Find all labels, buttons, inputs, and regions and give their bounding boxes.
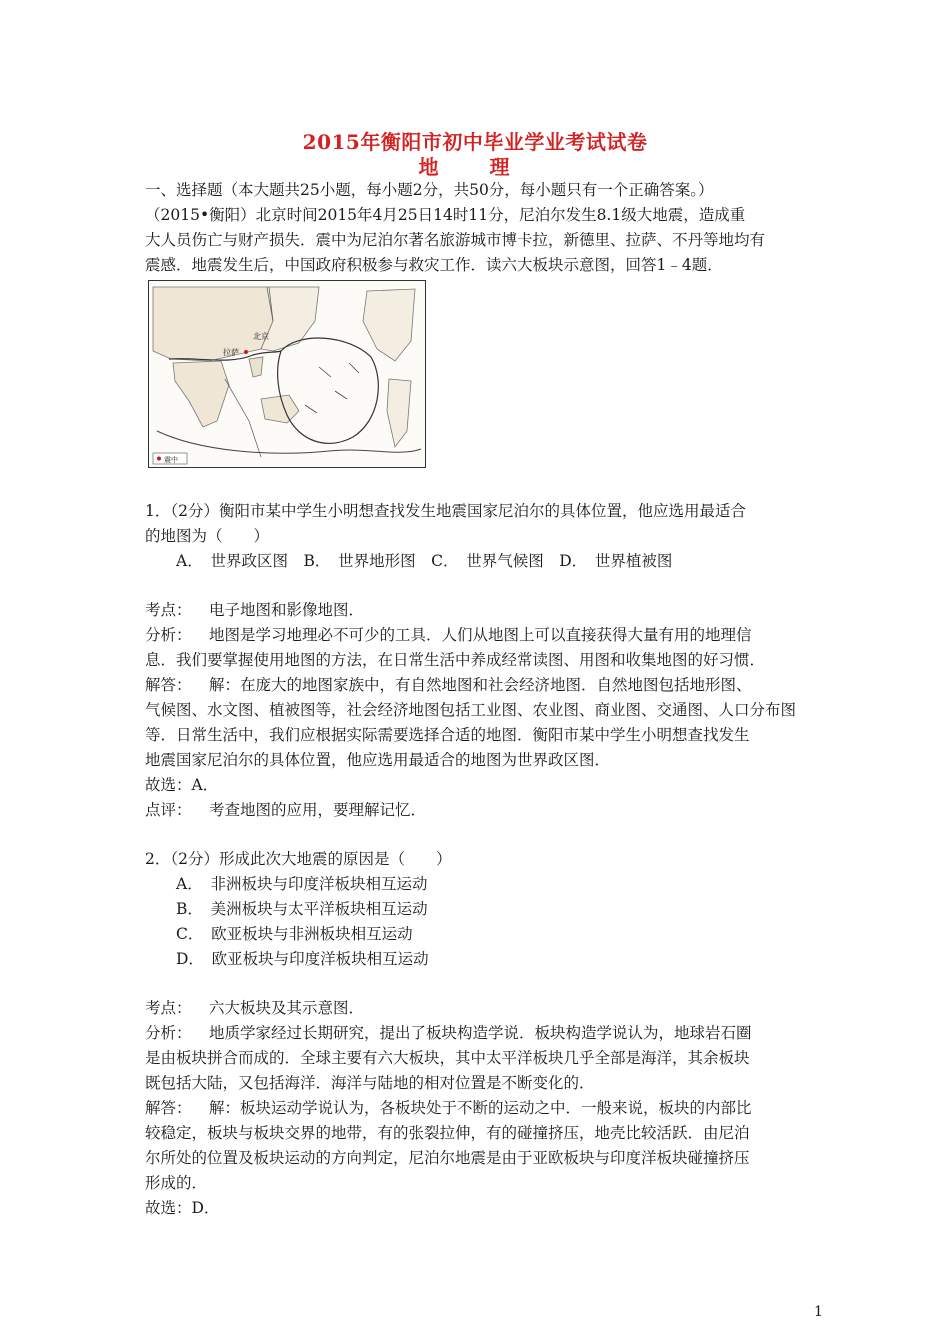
subject-title: 地 理: [418, 155, 532, 179]
dianping-text: 考查地图的应用，要理解记忆．: [209, 801, 427, 819]
question-2-option: D． 欧亚板块与印度洋板块相互运动: [176, 950, 429, 968]
q2-fenxi-line: 是由板块拼合而成的．全球主要有六大板块，其中太平洋板块几乎全部是海洋，其余板块: [145, 1049, 750, 1067]
q1-fenxi-line: 息．我们要掌握使用地图的方法，在日常生活中养成经常读图、用图和收集地图的好习惯．: [145, 651, 766, 669]
africa-landmass: [173, 361, 229, 427]
question-2-option: B． 美洲板块与太平洋板块相互运动: [176, 900, 428, 918]
australia-landmass: [261, 395, 299, 423]
q2-answer: 故选：D．: [145, 1199, 220, 1217]
page-title: 2015年衡阳市初中毕业学业考试试卷: [302, 130, 648, 154]
q2-fenxi-line: 既包括大陆，又包括海洋．海洋与陆地的相对位置是不断变化的．: [145, 1074, 595, 1092]
legend-label: 震中: [164, 456, 178, 464]
fenxi-text: 地图是学习地理必不可少的工具．人们从地图上可以直接获得大量有用的地理信: [209, 626, 752, 644]
intro-line: （2015•衡阳）北京时间2015年4月25日14时11分，尼泊尔发生8.1级大地震，造成重: [145, 206, 746, 224]
plate-map-figure: [148, 280, 426, 468]
kaodian-label: 考点：: [145, 601, 192, 619]
fenxi-text: 地质学家经过长期研究，提出了板块构造学说．板块构造学说认为，地球岩石圈: [209, 1024, 752, 1042]
jieda-text: 解：在庞大的地图家族中，有自然地图和社会经济地图．自然地图包括地形图、: [209, 676, 752, 694]
question-1-stem: 1．（2分）衡阳市某中学生小明想查找发生地震国家尼泊尔的具体位置，他应选用最适合: [145, 502, 746, 520]
question-2-option: A． 非洲板块与印度洋板块相互运动: [176, 875, 428, 893]
question-2-option: C． 欧亚板块与非洲板块相互运动: [176, 925, 413, 943]
question-1-options: A． 世界政区图 B． 世界地形图 C． 世界气候图 D． 世界植被图: [176, 552, 673, 570]
q1-kaodian: [145, 598, 364, 623]
plate-motion-arrows: [305, 363, 359, 413]
q1-jieda-line: 地震国家尼泊尔的具体位置，他应选用最适合的地图为世界政区图．: [145, 751, 611, 769]
q1-dianping: [145, 798, 426, 823]
pacific-plate-boundary: [278, 338, 379, 443]
jieda-label: 解答：: [145, 1099, 192, 1117]
intro-line: 大人员伤亡与财产损失．震中为尼泊尔著名旅游城市博卡拉，新德里、拉萨、不丹等地均有: [145, 231, 766, 249]
q2-jieda: [145, 1096, 752, 1121]
intro-line: 震感．地震发生后，中国政府积极参与救灾工作．读六大板块示意图，回答1﹣4题．: [145, 256, 723, 274]
map-label-beijing: 北京: [253, 332, 269, 341]
plate-map-illustration: [149, 281, 425, 467]
legend-epicenter-symbol: [157, 457, 161, 461]
q1-jieda-line: 等．日常生活中，我们应根据实际需要选择合适的地图．衡阳市某中学生小明想查找发生: [145, 726, 750, 744]
kaodian-text: 电子地图和影像地图．: [209, 601, 365, 619]
page-number: 1: [814, 1304, 823, 1320]
jieda-label: 解答：: [145, 676, 192, 694]
kaodian-text: 六大板块及其示意图．: [209, 999, 365, 1017]
q2-kaodian: [145, 996, 364, 1021]
q1-answer: 故选：A．: [145, 776, 219, 794]
map-label-lhasa: 拉萨: [223, 348, 239, 357]
india-landmass: [249, 357, 263, 377]
q1-jieda: [145, 673, 752, 698]
q2-jieda-line: 较稳定，板块与板块交界的地带，有的张裂拉伸，有的碰撞挤压，地壳比较活跃．由尼泊: [145, 1124, 750, 1142]
q1-jieda-line: 气候图、水文图、植被图等，社会经济地图包括工业图、农业图、商业图、交通图、人口分布图: [145, 701, 797, 719]
antarctic-plate-boundary: [157, 431, 421, 453]
section-heading: 一、选择题（本大题共25小题，每小题2分，共50分，每小题只有一个正确答案。）: [145, 181, 714, 199]
q2-jieda-line: 形成的．: [145, 1174, 208, 1192]
question-2-stem: 2．（2分）形成此次大地震的原因是（ ）: [145, 850, 452, 868]
indian-ocean-ridge: [225, 379, 261, 457]
q2-fenxi: [145, 1021, 752, 1046]
fenxi-label: 分析：: [145, 626, 192, 644]
kaodian-label: 考点：: [145, 999, 192, 1017]
dianping-label: 点评：: [145, 801, 192, 819]
jieda-text: 解：板块运动学说认为，各板块处于不断的运动之中．一般来说，板块的内部比: [209, 1099, 752, 1117]
south-america-landmass: [387, 379, 411, 447]
q1-fenxi: [145, 623, 752, 648]
eurasia-landmass: [153, 287, 273, 361]
fenxi-label: 分析：: [145, 1024, 192, 1042]
q2-jieda-line: 尔所处的位置及板块运动的方向判定，尼泊尔地震是由于亚欧板块与印度洋板块碰撞挤压: [145, 1149, 750, 1167]
epicenter-marker: [244, 350, 248, 354]
north-america-landmass: [363, 289, 415, 361]
question-1-stem: 的地图为（ ）: [145, 527, 270, 545]
